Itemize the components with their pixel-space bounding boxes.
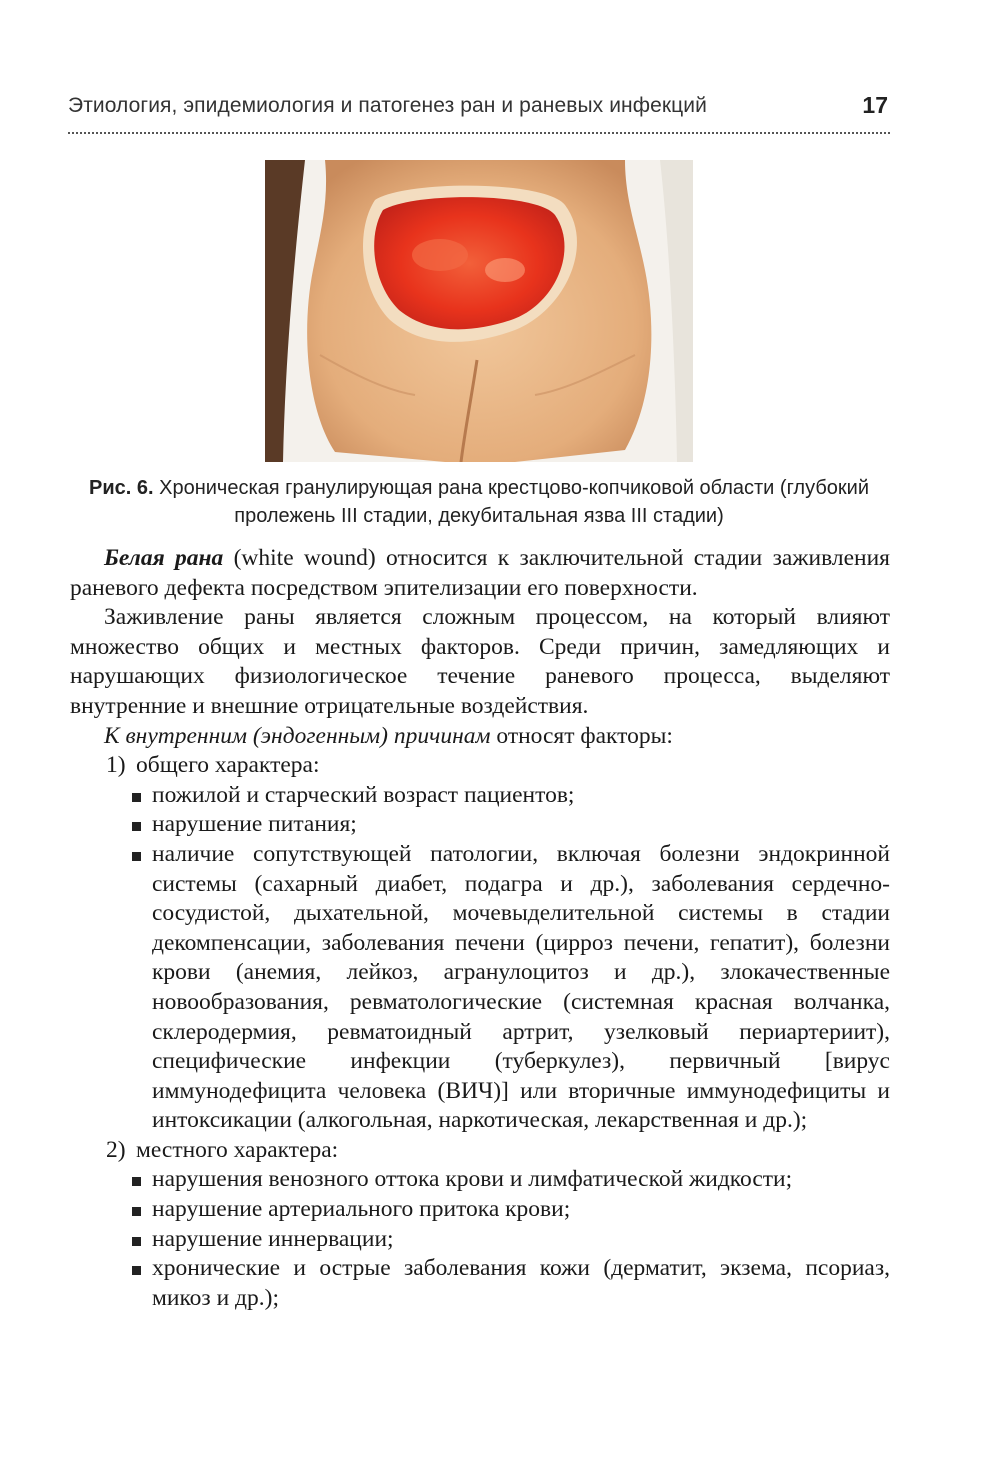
running-title: Этиология, эпидемиология и патогенез ран и раневых инфекций [68, 94, 707, 117]
group-local [70, 1136, 890, 1166]
group-title: общего характера: [136, 752, 320, 779]
group-title: местного характера: [136, 1136, 339, 1163]
term-white-wound: Белая рана [104, 545, 224, 571]
figure-caption-text: Хроническая гранулирующая рана крестцово-копчиковой области (глубокий пролежень III стадии, декубитальная язва III стадии) [153, 477, 869, 527]
group-general [70, 751, 890, 781]
list-item: наличие сопутствующей патологии, включая болезни эндокринной системы (сахарный диабет, подагра и др.), заболевания сердечно-сосудистой, дыхательной, мочевыделительной системы в стадии декомпенсации, заболевания печени (цирроз печени, гепатит), болезни крови (анемия, лейкоз, агранулоцитоз и др.), злокачественные новообразования, ревматологические (системная красная волчанка, склеродермия, ревматоидный артрит, узелковый периартериит), специфические инфекции (туберкулез), первичный [вирус иммунодефицита человека (ВИЧ)] или вторичные иммунодефициты и интоксикации (алкогольная, наркотическая, лекарственная и др.); [70, 840, 890, 1136]
list-item: пожилой и старческий возраст пациентов; [70, 781, 890, 811]
running-header [68, 92, 890, 134]
paragraph-white-wound [70, 544, 890, 603]
term-internal-causes: К внутренним (эндогенным) причинам [104, 722, 491, 749]
paragraph-internal-causes-text: относят факторы: [490, 722, 673, 749]
group-number: 1) [106, 752, 126, 779]
figure-caption [68, 474, 890, 530]
group-number: 2) [106, 1136, 126, 1163]
paragraph-healing: Заживление раны является сложным процессом, на который влияют множество общих и местных факторов. Среди причин, замедляющих и нарушающих физиологическое течение раневого процесса, выделяют внутренние и внешние отрицательные воздействия. [70, 604, 890, 719]
figure-label: Рис. 6. [89, 477, 154, 499]
paragraph-white-wound-text: (white wound) относится к заключительной стадии заживления раневого дефекта посредством эпителизации его поверхности. [70, 545, 890, 601]
list-item: нарушение иннервации; [70, 1225, 890, 1255]
list-item: нарушение артериального притока крови; [70, 1195, 890, 1225]
list-item: нарушение питания; [70, 810, 890, 840]
list-item: хронические и острые заболевания кожи (дерматит, экзема, псориаз, микоз и др.); [70, 1254, 890, 1313]
page-number: 17 [862, 92, 888, 118]
body-text [70, 544, 890, 1313]
paragraph-internal-causes [70, 722, 890, 752]
figure-photo [265, 160, 693, 462]
list-item: нарушения венозного оттока крови и лимфатической жидкости; [70, 1165, 890, 1195]
wound-photo-illustration [265, 160, 693, 462]
